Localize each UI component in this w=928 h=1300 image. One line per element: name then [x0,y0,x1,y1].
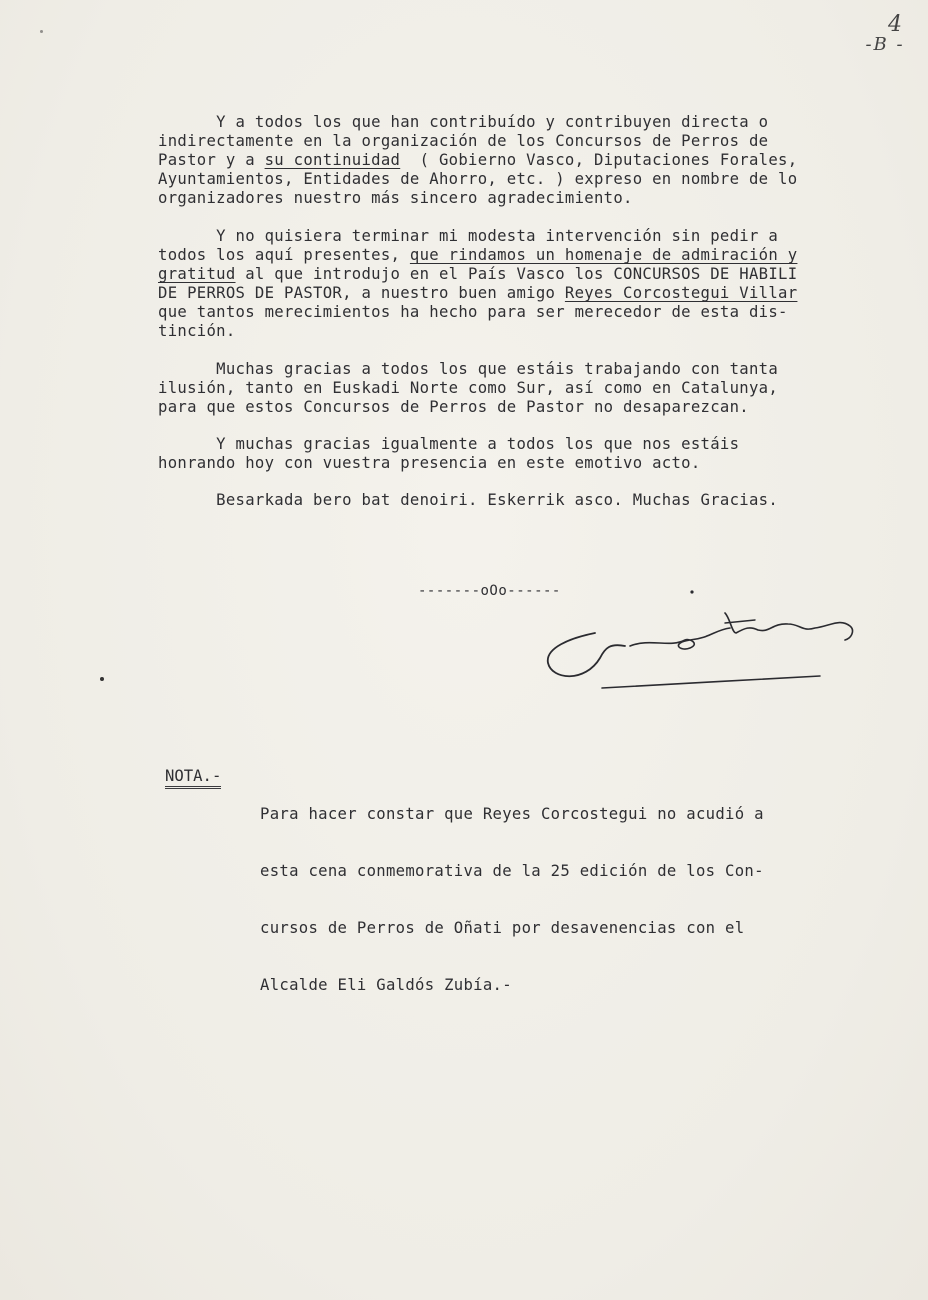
text-segment: Muchas gracias a todos los que estáis trabajando con tanta [158,360,779,378]
paper-speck [100,677,104,681]
text-segment: indirectamente en la organización de los Concursos de Perros de [158,132,769,150]
note-line: Para hacer constar que Reyes Corcostegui no acudió a [260,805,764,823]
paper-speck [40,30,43,33]
text-segment: honrando hoy con vuestra presencia en este emotivo acto. [158,454,701,472]
text-line [158,265,928,284]
note-text [260,767,900,1033]
text-segment: todos los aquí presentes, [158,246,410,264]
underlined-text: gratitud [158,265,236,283]
separator-ornament: -------oOo------ [418,583,561,599]
underlined-text: su continuidad [264,151,401,169]
text-line [158,398,928,417]
handwritten-signature [540,588,870,698]
text-line [158,227,928,246]
text-line [158,151,928,170]
underlined-text: que rindamos un homenaje de admiración y [409,246,798,264]
text-segment: organizadores nuestro más sincero agradecimiento. [158,189,633,207]
text-segment: al que introdujo en el País Vasco los CONCURSOS DE HABILI [235,265,798,283]
text-line [158,303,928,322]
text-line [158,284,928,303]
paragraph-thanks-workers [158,360,928,417]
paragraph-thanks-contributors [158,113,928,208]
text-segment: para que estos Concursos de Perros de Pastor no desaparezcan. [158,398,749,416]
text-line [158,360,928,379]
text-line [158,189,928,208]
text-line [158,246,928,265]
text-segment: DE PERROS DE PASTOR, a nuestro buen amigo [158,284,565,302]
paragraph-thanks-attendees [158,435,928,473]
note-line: Alcalde Eli Galdós Zubía.- [260,976,512,994]
text-line [158,454,928,473]
page-number [850,14,920,54]
text-segment: Y a todos los que han contribuído y contribuyen directa o [158,113,769,131]
text-line [158,435,928,454]
note-line: cursos de Perros de Oñati por desavenencias con el [260,919,745,937]
text-segment: ilusión, tanto en Euskadi Norte como Sur, así como en Catalunya, [158,379,779,397]
text-segment: Ayuntamientos, Entidades de Ahorro, etc. ) expreso en nombre de lo [158,170,798,188]
text-segment: tinción. [158,322,236,340]
page-number-top: 4 [888,12,902,37]
note-label: NOTA.- [165,767,221,786]
text-segment: Besarkada bero bat denoiri. Eskerrik asco. Muchas Gracias. [158,491,779,509]
text-line [158,113,928,132]
note-line: esta cena conmemorativa de la 25 edición de los Con- [260,862,764,880]
text-line [158,379,928,398]
text-line [158,170,928,189]
underlined-text: Reyes Corcostegui Villar [564,284,798,302]
text-segment: ( Gobierno Vasco, Diputaciones Forales, [400,151,798,169]
text-line [158,322,928,341]
text-line [158,491,928,510]
paragraph-closing [158,491,928,510]
text-line [158,132,928,151]
text-segment: Pastor y a [158,151,265,169]
text-segment: Y no quisiera terminar mi modesta intervención sin pedir a [158,227,779,245]
page-number-bottom: -B - [865,34,905,55]
paragraph-homage-request [158,227,928,341]
text-segment: Y muchas gracias igualmente a todos los que nos estáis [158,435,740,453]
text-segment: que tantos merecimientos ha hecho para ser merecedor de esta dis- [158,303,788,321]
